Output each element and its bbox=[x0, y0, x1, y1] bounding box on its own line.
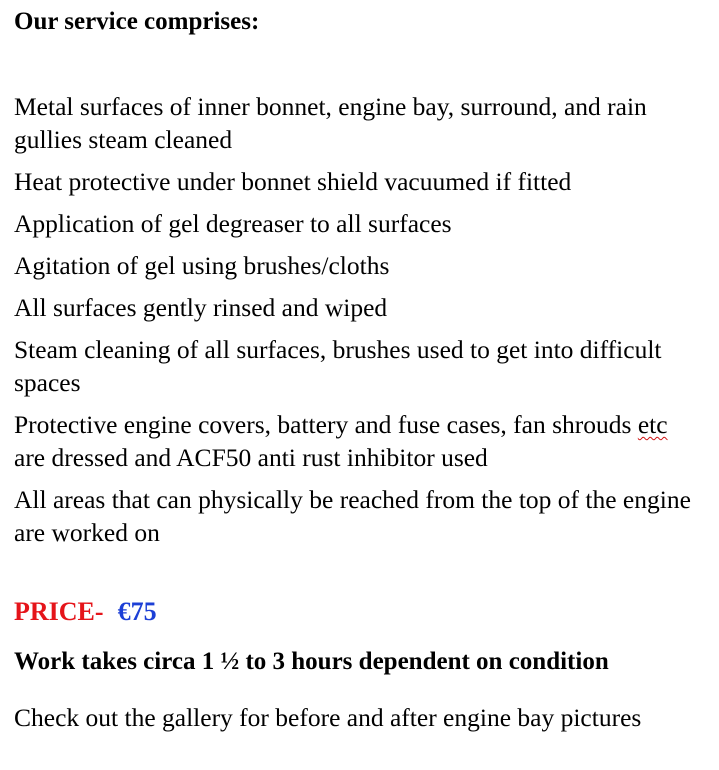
service-item-text: Protective engine covers, battery and fuse cases, fan shrouds bbox=[14, 410, 638, 439]
price-label: PRICE- bbox=[14, 597, 104, 626]
service-item bbox=[14, 291, 704, 324]
service-item-text: Steam cleaning of all surfaces, brushes used to get into difficult spaces bbox=[14, 335, 662, 397]
section-heading: Our service comprises: bbox=[14, 8, 260, 35]
service-item-text: Agitation of gel using brushes/cloths bbox=[14, 251, 390, 280]
service-item bbox=[14, 207, 704, 240]
service-item bbox=[14, 249, 704, 282]
service-item bbox=[14, 90, 704, 156]
gallery-note: Check out the gallery for before and after engine bay pictures bbox=[14, 703, 642, 732]
service-item bbox=[14, 408, 704, 474]
service-item-text: All surfaces gently rinsed and wiped bbox=[14, 293, 388, 322]
spellcheck-flagged-word: etc bbox=[637, 410, 668, 439]
service-item bbox=[14, 483, 704, 549]
service-list bbox=[14, 90, 704, 558]
service-item bbox=[14, 333, 704, 399]
duration-note: Work takes circa 1 ½ to 3 hours dependent on condition bbox=[14, 648, 609, 675]
service-item-text: Application of gel degreaser to all surfaces bbox=[14, 209, 452, 238]
service-item-text: All areas that can physically be reached from the top of the engine are worked on bbox=[14, 485, 691, 547]
price-line bbox=[14, 596, 157, 628]
service-item-text: Metal surfaces of inner bonnet, engine bay, surround, and rain gullies steam cleaned bbox=[14, 92, 647, 154]
price-value: €75 bbox=[117, 597, 157, 626]
service-item-text: are dressed and ACF50 anti rust inhibitor used bbox=[14, 443, 488, 472]
service-item bbox=[14, 165, 704, 198]
service-item-text: Heat protective under bonnet shield vacuumed if fitted bbox=[14, 167, 572, 196]
